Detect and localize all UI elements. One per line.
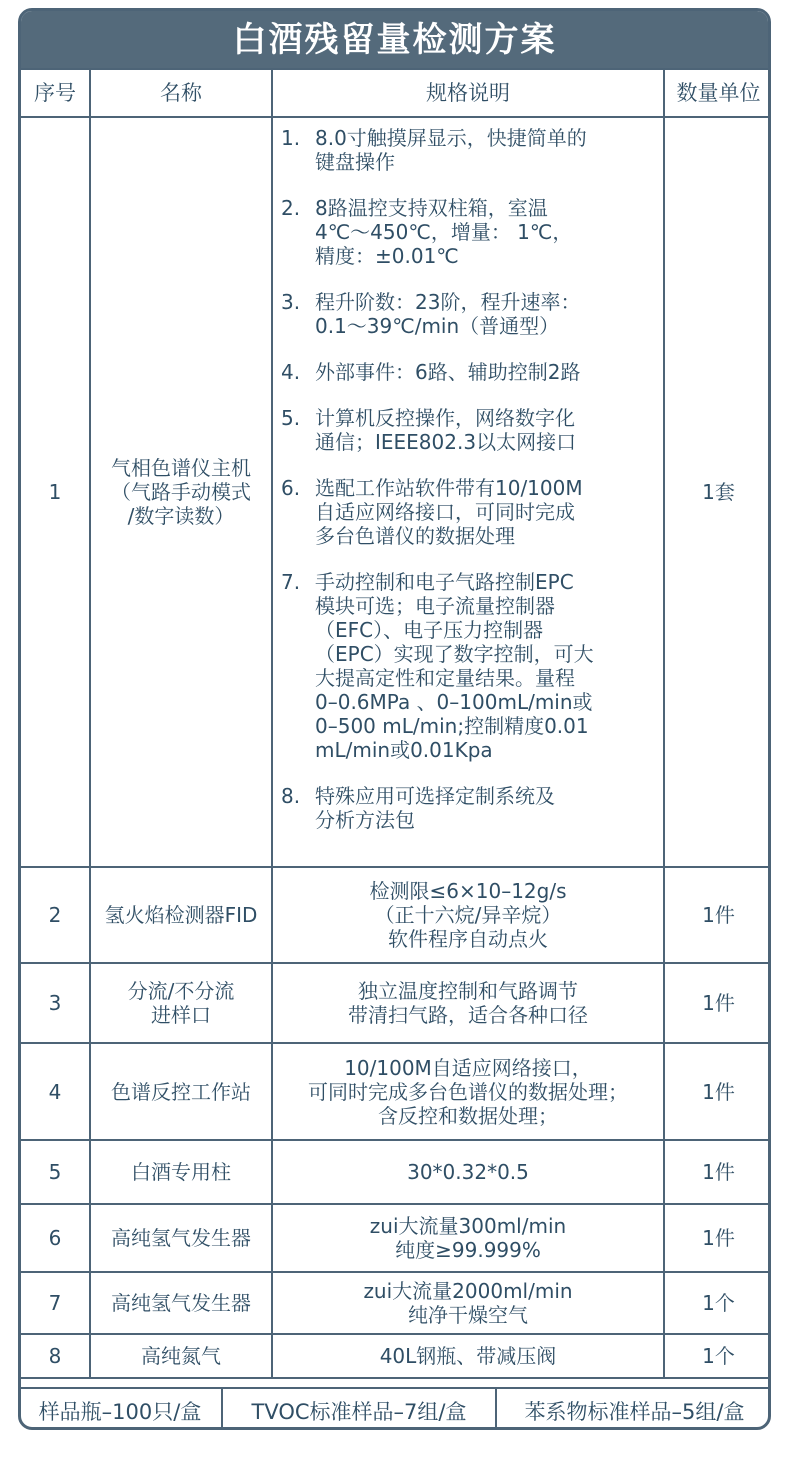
spec-list — [273, 118, 663, 842]
row-name: 高纯氮气 — [90, 1334, 272, 1378]
table-row — [20, 1140, 771, 1204]
item-text: 计算机反控操作，网络数字化 通信；IEEE802.3以太网接口 — [315, 406, 577, 454]
row-name: 高纯氢气发生器 — [90, 1204, 272, 1272]
row-name: 色谱反控工作站 — [90, 1043, 272, 1140]
spec-sheet — [18, 8, 771, 1430]
row-qty: 1个 — [664, 1334, 771, 1378]
table-row — [20, 867, 771, 963]
row-no: 2 — [20, 867, 90, 963]
row-name: 气相色谱仪主机 （气路手动模式 /数字读数） — [90, 117, 272, 867]
table-row — [20, 117, 771, 867]
row-name: 高纯氢气发生器 — [90, 1272, 272, 1334]
row-name: 氢火焰检测器FID — [90, 867, 272, 963]
spec-table — [19, 68, 771, 1379]
row-qty: 1件 — [664, 1043, 771, 1140]
row-qty: 1个 — [664, 1272, 771, 1334]
item-text: 8.0寸触摸屏显示，快捷简单的 键盘操作 — [315, 126, 587, 174]
item-number: 7. — [281, 570, 301, 594]
row-qty: 1件 — [664, 963, 771, 1043]
header-spec: 规格说明 — [272, 69, 664, 117]
item-number: 6. — [281, 476, 301, 500]
header-row — [20, 69, 771, 117]
list-item — [281, 126, 659, 174]
footer-row — [19, 1387, 771, 1430]
row-qty: 1套 — [664, 117, 771, 867]
row-no: 1 — [20, 117, 90, 867]
list-item — [281, 476, 659, 548]
row-no: 5 — [20, 1140, 90, 1204]
item-number: 3. — [281, 290, 301, 314]
row-qty: 1件 — [664, 1140, 771, 1204]
title-bar — [21, 11, 768, 69]
item-text: 选配工作站软件带有10/100M 自适应网络接口，可同时完成 多台色谱仪的数据处理 — [315, 476, 583, 548]
row-spec: 30*0.32*0.5 — [272, 1140, 664, 1204]
item-number: 4. — [281, 360, 301, 384]
table-row — [20, 1334, 771, 1378]
row-spec: 独立温度控制和气路调节 带清扫气路，适合各种口径 — [272, 963, 664, 1043]
row-spec: 检测限≤6×10–12g/s （正十六烷/异辛烷） 软件程序自动点火 — [272, 867, 664, 963]
header-name: 名称 — [90, 69, 272, 117]
list-item — [281, 784, 659, 832]
row-no: 7 — [20, 1272, 90, 1334]
row-spec: 10/100M自适应网络接口， 可同时完成多台色谱仪的数据处理； 含反控和数据处理； — [272, 1043, 664, 1140]
row-qty: 1件 — [664, 867, 771, 963]
table-row — [20, 1043, 771, 1140]
item-text: 外部事件：6路、辅助控制2路 — [315, 360, 581, 384]
item-number: 1. — [281, 126, 301, 150]
footer-item: 苯系物标准样品–5组/盒 — [524, 1400, 745, 1424]
row-no: 4 — [20, 1043, 90, 1140]
row-qty: 1件 — [664, 1204, 771, 1272]
table-row — [20, 1204, 771, 1272]
item-number: 2. — [281, 196, 301, 220]
item-number: 8. — [281, 784, 301, 808]
row-name: 分流/不分流 进样口 — [90, 963, 272, 1043]
item-number: 5. — [281, 406, 301, 430]
row-spec: 40L钢瓶、带减压阀 — [272, 1334, 664, 1378]
row-spec — [272, 117, 664, 867]
header-qty: 数量单位 — [664, 69, 771, 117]
row-no: 3 — [20, 963, 90, 1043]
table-row — [20, 1272, 771, 1334]
footer-item: TVOC标准样品–7组/盒 — [223, 1389, 497, 1430]
item-text: 手动控制和电子气路控制EPC 模块可选；电子流量控制器 （EFC）、电子压力控制器 （EPC）实现了数字控制，可大 大提高定性和定量结果。量程 0–0.6MPa 、0–100mL/min或 0–500 mL/min;控制精度0.01 mL/min或0.01Kpa — [315, 570, 594, 762]
row-spec: zui大流量2000ml/min 纯净干燥空气 — [272, 1272, 664, 1334]
item-text: 8路温控支持双柱箱，室温 4℃～450℃，增量： 1℃， 精度：±0.01℃ — [315, 196, 573, 268]
row-spec: zui大流量300ml/min 纯度≥99.999% — [272, 1204, 664, 1272]
footer-item: 样品瓶–100只/盒 — [19, 1389, 223, 1430]
row-no: 8 — [20, 1334, 90, 1378]
list-item — [281, 406, 659, 454]
list-item — [281, 290, 659, 338]
row-name: 白酒专用柱 — [90, 1140, 272, 1204]
list-item — [281, 360, 659, 384]
row-no: 6 — [20, 1204, 90, 1272]
item-text: 程升阶数：23阶，程升速率： 0.1～39℃/min（普通型） — [315, 290, 581, 338]
table-row — [20, 963, 771, 1043]
list-item — [281, 196, 659, 268]
list-item — [281, 570, 659, 762]
header-no: 序号 — [20, 69, 90, 117]
page-title: 白酒残留量检测方案 — [232, 20, 557, 60]
item-text: 特殊应用可选择定制系统及 分析方法包 — [315, 784, 555, 832]
